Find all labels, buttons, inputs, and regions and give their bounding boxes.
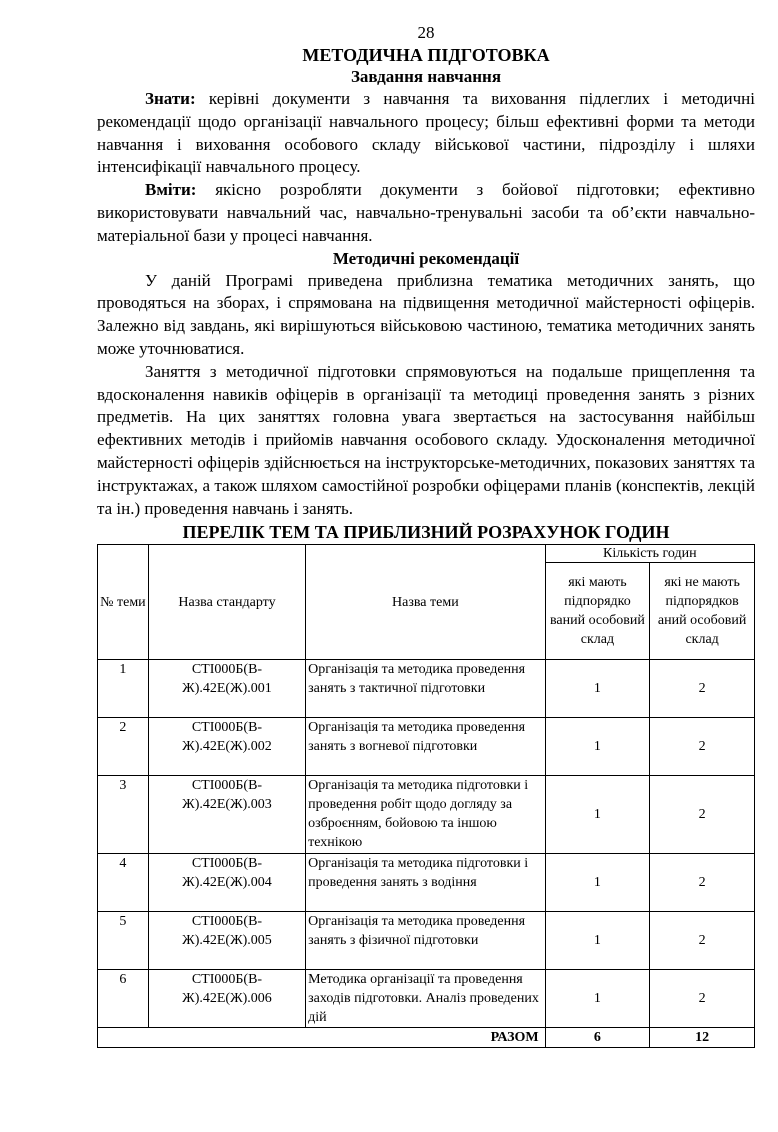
table-row (98, 660, 755, 718)
row-hours-b: 2 (650, 854, 755, 912)
section-heading-recommendations: Методичні рекомендації (332, 248, 520, 268)
row-hours-a: 1 (545, 912, 650, 970)
topics-table (97, 544, 755, 1048)
can-label: Вміти: (145, 180, 197, 200)
row-topic: Методика організації та проведення заходів підготовки. Аналіз проведених дій (306, 970, 545, 1028)
header-with-subordinates: які мають підпорядко ваний особовий склад (545, 563, 650, 660)
header-topic-number: № теми (98, 545, 149, 660)
table-header-row (98, 545, 755, 563)
total-hours-a: 6 (545, 1028, 650, 1048)
section-heading-tasks: Завдання навчання (350, 67, 502, 86)
row-number: 2 (98, 718, 149, 776)
row-hours-a: 1 (545, 776, 650, 854)
row-standard: СТІ000Б(В-Ж).42Е(Ж).002 (148, 718, 305, 776)
total-hours-b: 12 (650, 1028, 755, 1048)
table-row (98, 718, 755, 776)
document-page (97, 22, 755, 1048)
page-title: МЕТОДИЧНА ПІДГОТОВКА (302, 45, 550, 65)
row-number: 6 (98, 970, 149, 1028)
row-topic: Організація та методика підготовки і проведення занять з водіння (306, 854, 545, 912)
page-number: 28 (417, 23, 435, 42)
can-text: якісно розробляти документи з бойової підготовки; ефективно використовувати навчальний час, навчально-тренувальні засоби та об’єкти навчально-матеріальної бази у процесі навчання. (97, 180, 755, 245)
table-row (98, 776, 755, 854)
row-hours-b: 2 (650, 718, 755, 776)
row-standard: СТІ000Б(В-Ж).42Е(Ж).006 (148, 970, 305, 1028)
table-row (98, 912, 755, 970)
row-topic: Організація та методика проведення занять з фізичної підготовки (306, 912, 545, 970)
paragraph-1: У даній Програмі приведена приблизна тематика методичних занять, що проводяться на зборах, і спрямована на підвищення методичної майстерності офіцерів. Залежно від завдань, які вирішуються військовою частиною, тематика методичних занять може уточнюватися. (97, 270, 755, 358)
header-hours: Кількість годин (545, 545, 754, 563)
row-hours-b: 2 (650, 776, 755, 854)
row-topic: Організація та методика проведення занять з тактичної підготовки (306, 660, 545, 718)
header-without-subordinates: які не мають підпорядков аний особовий склад (650, 563, 755, 660)
know-text: керівні документи з навчання та виховання підлеглих і методичні рекомендації щодо організації навчального процесу; більш ефективні форми та методи навчання і виховання особового складу військової частини, підрозділу і шляхи інтенсифікації навчального процесу. (97, 89, 755, 177)
row-standard: СТІ000Б(В-Ж).42Е(Ж).003 (148, 776, 305, 854)
can-paragraph (97, 179, 755, 247)
know-label: Знати: (145, 89, 196, 108)
row-number: 3 (98, 776, 149, 854)
table-row (98, 854, 755, 912)
know-paragraph (97, 88, 755, 179)
total-label: РАЗОМ (98, 1028, 546, 1048)
row-hours-b: 2 (650, 970, 755, 1028)
row-standard: СТІ000Б(В-Ж).42Е(Ж).004 (148, 854, 305, 912)
row-hours-b: 2 (650, 660, 755, 718)
row-topic: Організація та методика підготовки і проведення робіт щодо догляду за озброєнням, бойовою та іншою технікою (306, 776, 545, 854)
row-hours-a: 1 (545, 854, 650, 912)
row-hours-b: 2 (650, 912, 755, 970)
row-hours-a: 1 (545, 970, 650, 1028)
total-row (98, 1028, 755, 1048)
row-number: 5 (98, 912, 149, 970)
paragraph-2: Заняття з методичної підготовки спрямовуються на подальше прищеплення та вдосконалення навиків офіцерів в організації та методиці проведення занять з різних предметів. На цих заняттях головна увага звертається на застосування найбільш ефективних методів і прийомів навчання особового складу. Удосконалення методичної майстерності офіцерів здійснюється на інструкторське-методичних, показових заняттях та інструктажах, а також шляхом самостійної розробки офіцерами планів (конспектів, лекцій та ін.) проведення навчань і занять. (97, 361, 755, 518)
header-standard-name: Назва стандарту (148, 545, 305, 660)
table-row (98, 970, 755, 1028)
table-title: ПЕРЕЛІК ТЕМ ТА ПРИБЛИЗНИЙ РОЗРАХУНОК ГОДИН (182, 522, 670, 543)
row-standard: СТІ000Б(В-Ж).42Е(Ж).001 (148, 660, 305, 718)
row-topic: Організація та методика проведення занять з вогневої підготовки (306, 718, 545, 776)
row-hours-a: 1 (545, 718, 650, 776)
row-number: 4 (98, 854, 149, 912)
row-standard: СТІ000Б(В-Ж).42Е(Ж).005 (148, 912, 305, 970)
row-hours-a: 1 (545, 660, 650, 718)
header-topic-name: Назва теми (306, 545, 545, 660)
row-number: 1 (98, 660, 149, 718)
